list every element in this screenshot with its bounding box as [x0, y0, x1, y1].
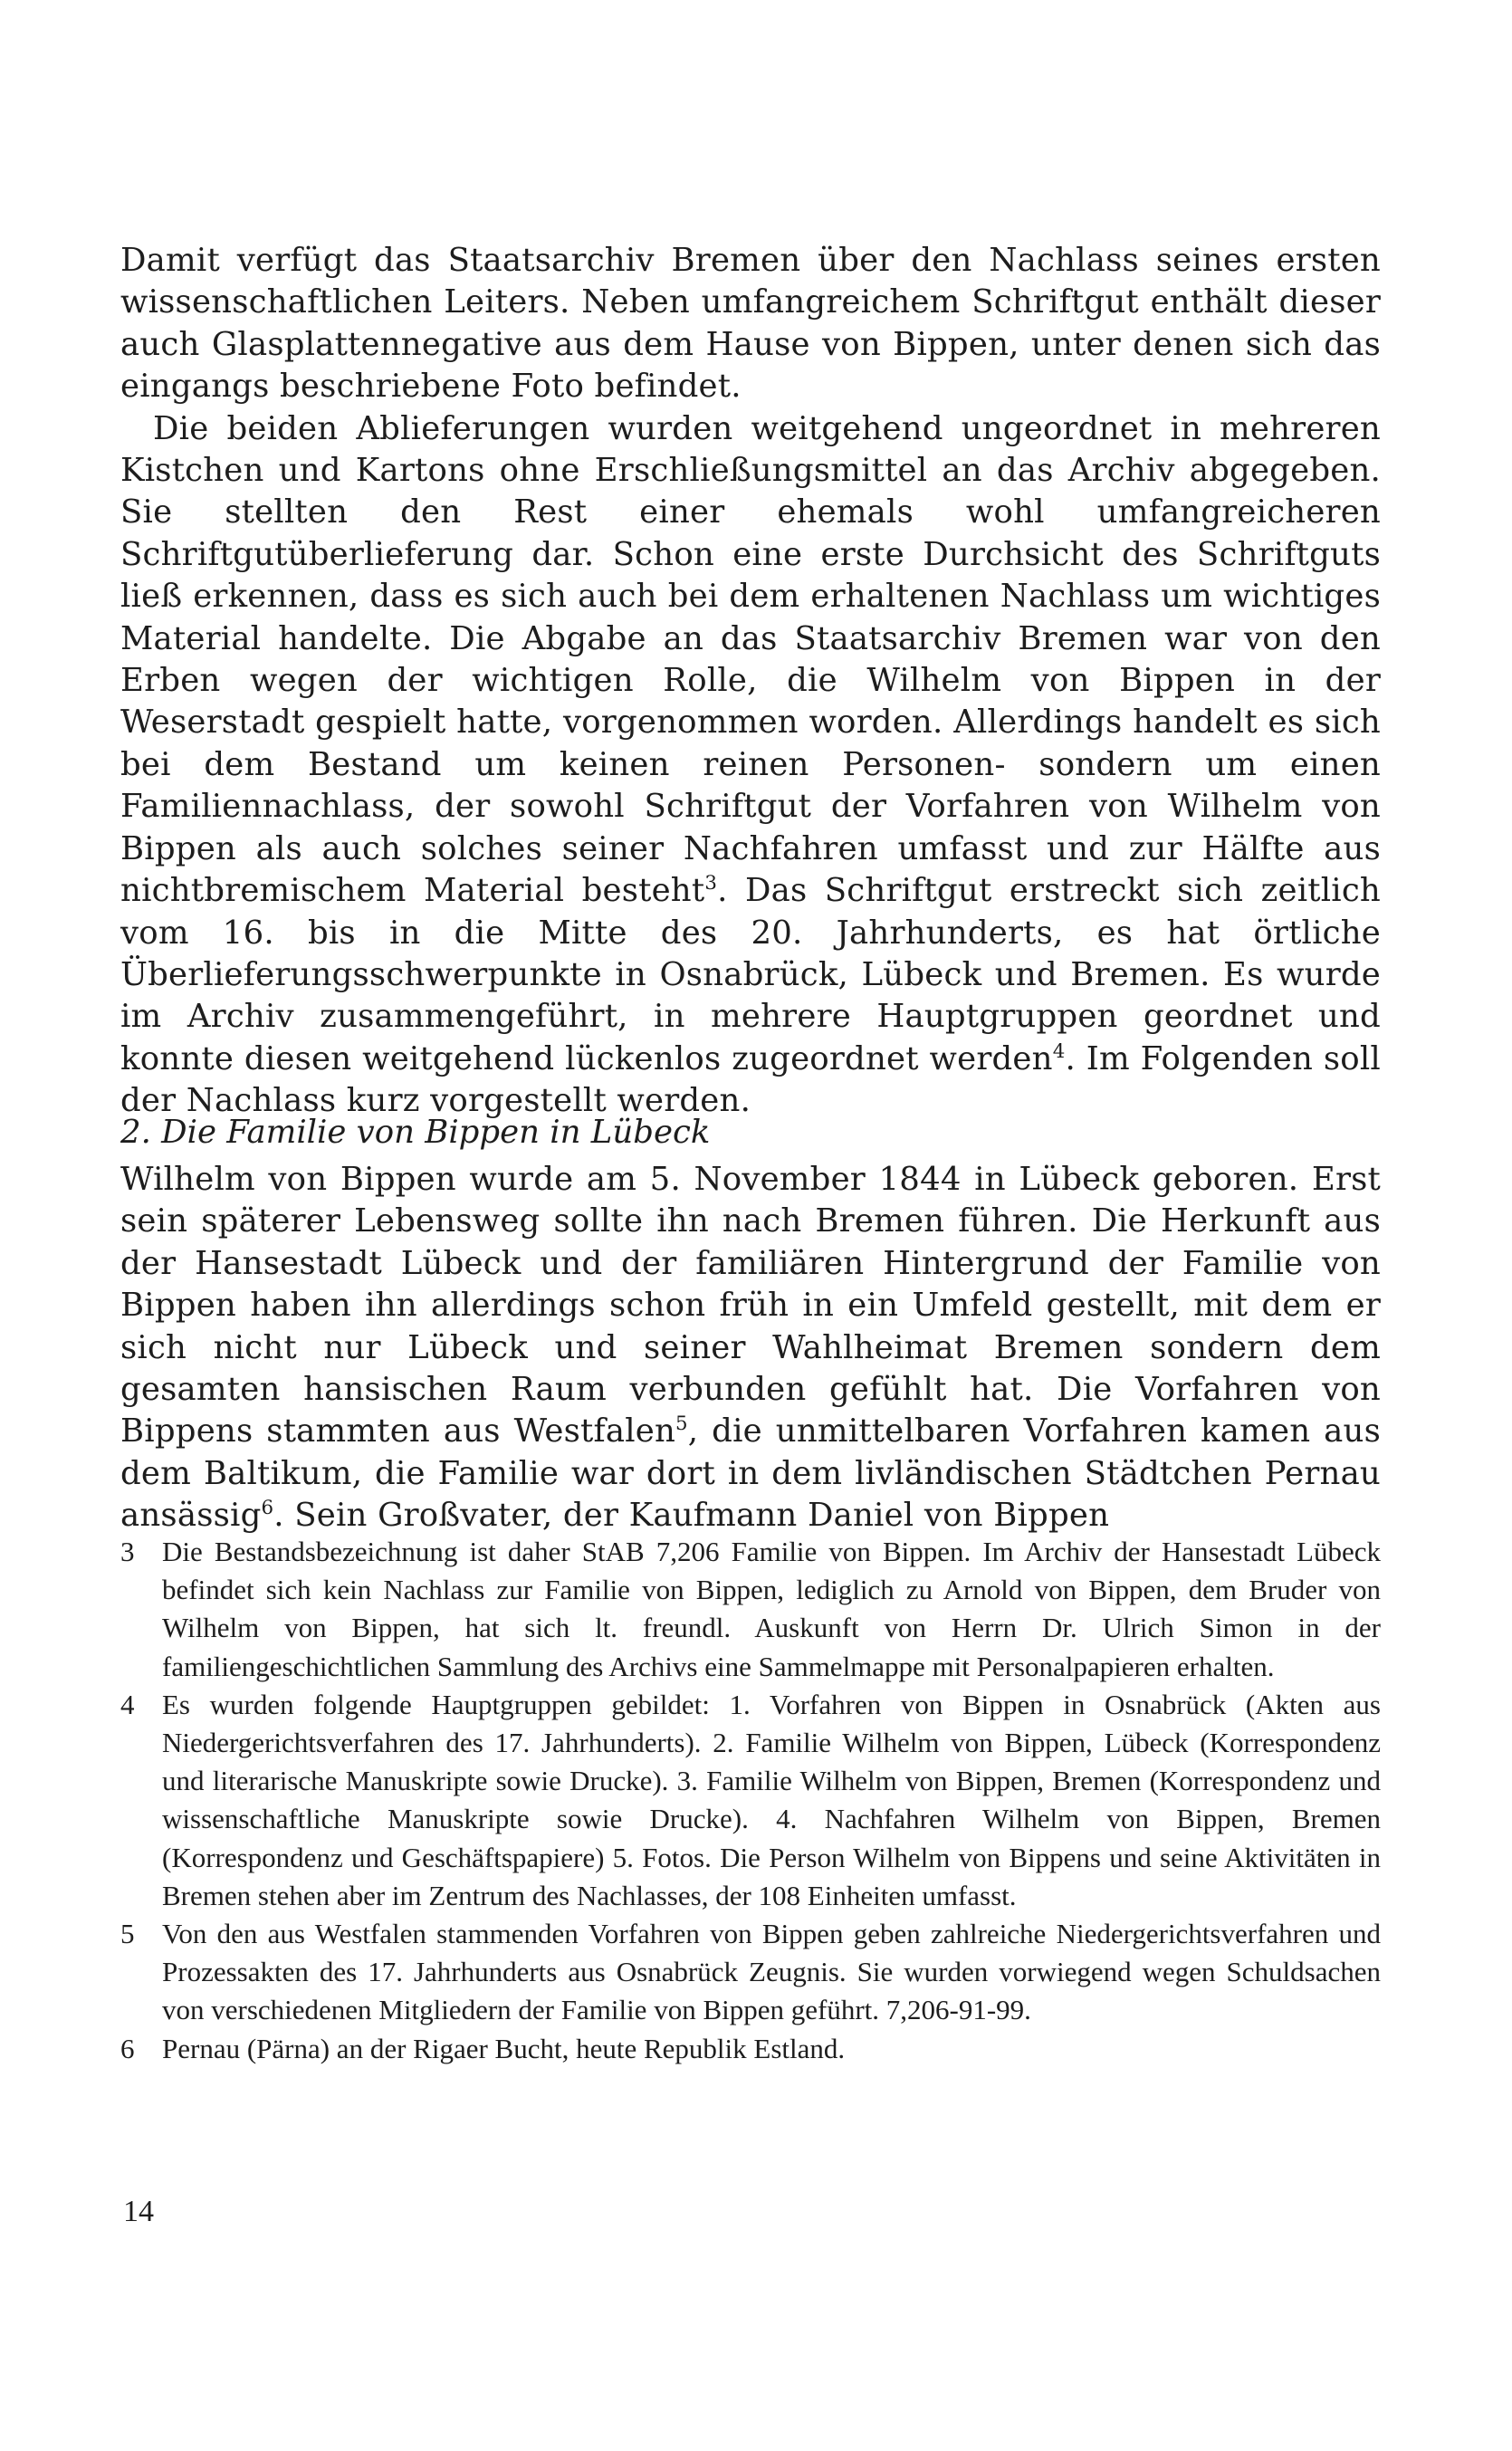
- footnote-text: Von den aus Westfalen stammenden Vorfahren von Bippen geben zahlreiche Niedergerichtsverfahren und Prozessakten des 17. Jahrhunderts aus Osnabrück Zeugnis. Sie wurden vorwiegend wegen Schuldsachen von verschiedenen Mitgliedern der Familie von Bippen geführt. 7,206-91-99.: [162, 1918, 1381, 2026]
- page-number: 14: [123, 2195, 154, 2228]
- footnote-ref-6[interactable]: 6: [261, 1497, 274, 1520]
- family-section: [120, 1159, 1381, 1537]
- intro-paragraph-1: Damit verfügt das Staatsarchiv Bremen über den Nachlass seines ersten wissenschaftlichen Leiters. Neben umfangreichem Schriftgut enthält dieser auch Glasplattennegative aus dem Hause von Bippen, unter denen sich das eingangs beschriebene Foto befindet.: [120, 242, 1381, 406]
- footnote-number: 5: [120, 1918, 135, 1950]
- intro-paragraph-2-text-b: . Das Schriftgut erstreckt sich zeitlich vom 16. bis in die Mitte des 20. Jahrhunderts, es hat örtliche Überlieferungsschwerpunkte in Osnabrück, Lübeck und Bremen. Es wurde im Archiv zusammengeführt, in mehrere Hauptgruppen geordnet und konnte diesen weitgehend lückenlos zugeordnet werden: [120, 872, 1381, 1077]
- footnote-number: 6: [120, 2032, 135, 2064]
- footnote-number: 3: [120, 1536, 135, 1567]
- intro-paragraph-2-text-a: Die beiden Ablieferungen wurden weitgehend ungeordnet in mehreren Kistchen und Kartons ohne Erschließungsmittel an das Archiv abgegeben. Sie stellten den Rest einer ehemals wohl umfangreicheren Schriftgutüberlieferung dar. Schon eine erste Durchsicht des Schriftguts ließ erkennen, dass es sich auch bei dem erhaltenen Nachlass um wichtiges Material handelte. Die Abgabe an das Staatsarchiv Bremen war von den Erben wegen der wichtigen Rolle, die Wilhelm von Bippen in der Weserstadt gespielt hatte, vorgenommen worden. Allerdings handelt es sich bei dem Bestand um keinen reinen Personen- sondern um einen Familiennachlass, der sowohl Schriftgut der Vorfahren von Wilhelm von Bippen als auch solches seiner Nachfahren umfasst und zur Hälfte aus nichtbremischem Material besteht: [120, 409, 1381, 910]
- footnote-3: [120, 1533, 1381, 1686]
- intro-paragraph-2: [120, 408, 1381, 1123]
- section-heading: 2. Die Familie von Bippen in Lübeck: [120, 1114, 711, 1151]
- family-text-c: . Sein Großvater, der Kaufmann Daniel von Bippen: [273, 1497, 1110, 1535]
- family-text-a: Wilhelm von Bippen wurde am 5. November 1844 in Lübeck geboren. Erst sein späterer Lebensweg sollte ihn nach Bremen führen. Die Herkunft aus der Hansestadt Lübeck und der familiären Hintergrund der Familie von Bippen haben ihn allerdings schon früh in ein Umfeld gestellt, mit dem er sich nicht nur Lübeck und seiner Wahlheimat Bremen sondern dem gesamten hansischen Raum verbunden gefühlt hat. Die Vorfahren von Bippens stammten aus Westfalen: [120, 1161, 1381, 1450]
- intro-paragraph-2-text-c: . Im Folgenden soll der Nachlass kurz vorgestellt werden.: [120, 1039, 1381, 1120]
- footnote-text: Die Bestandsbezeichnung ist daher StAB 7,206 Familie von Bippen. Im Archiv der Hansestadt Lübeck befindet sich kein Nachlass zur Familie von Bippen, lediglich zu Arnold von Bippen, dem Bruder von Wilhelm von Bippen, hat sich lt. freundl. Auskunft von Herrn Dr. Ulrich Simon in der familiengeschichtlichen Sammlung des Archivs eine Sammelmappe mit Personalpapieren erhalten.: [162, 1536, 1381, 1682]
- footnote-ref-4[interactable]: 4: [1052, 1039, 1066, 1063]
- footnote-ref-3[interactable]: 3: [704, 872, 718, 895]
- footnote-text: Pernau (Pärna) an der Rigaer Bucht, heute Republik Estland.: [162, 2032, 846, 2064]
- footnote-ref-5[interactable]: 5: [675, 1412, 688, 1436]
- family-text-b: , die unmittelbaren Vorfahren kamen aus dem Baltikum, die Familie war dort in dem livländischen Städtchen Pernau ansässig: [120, 1412, 1381, 1535]
- footnote-5: [120, 1915, 1381, 2030]
- footnote-text: Es wurden folgende Hauptgruppen gebildet: 1. Vorfahren von Bippen in Osnabrück (Akten aus Niedergerichtsverfahren des 17. Jahrhunderts). 2. Familie Wilhelm von Bippen, Lübeck (Korrespondenz und literarische Manuskripte sowie Drucke). 3. Familie Wilhelm von Bippen, Bremen (Korrespondenz und wissenschaftliche Manuskripte sowie Drucke). 4. Nachfahren Wilhelm von Bippen, Bremen (Korrespondenz und Geschäftspapiere) 5. Fotos. Die Person Wilhelm von Bippens und seine Aktivitäten in Bremen stehen aber im Zentrum des Nachlasses, der 108 Einheiten umfasst.: [162, 1688, 1381, 1911]
- footnote-4: [120, 1686, 1381, 1915]
- family-paragraph: [120, 1159, 1381, 1537]
- footnote-6: [120, 2030, 1381, 2068]
- footnotes: [120, 1533, 1381, 2068]
- footnote-number: 4: [120, 1688, 135, 1720]
- intro-section: [120, 240, 1381, 1123]
